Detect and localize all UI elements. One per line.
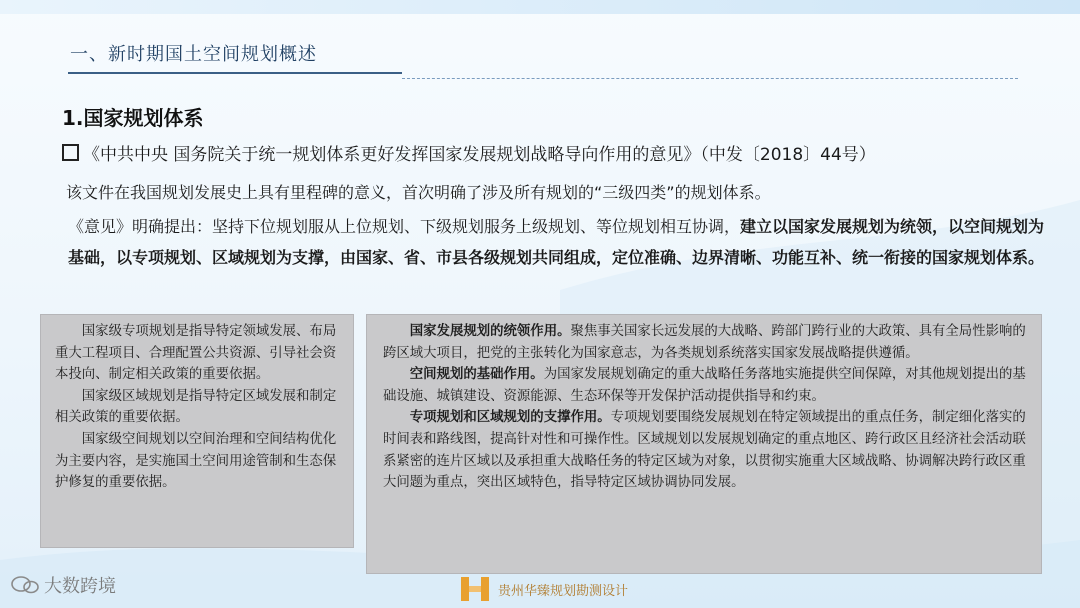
right-box-paragraph-1 bbox=[383, 321, 1027, 364]
page-header-title: 一、新时期国土空间规划概述 bbox=[70, 44, 317, 65]
brand-center bbox=[458, 574, 628, 604]
intro-bold-text: 建立以国家发展规划为统领，以空间规划为基础，以专项规划、区域规划为支撑，由国家、省、市县各级规划共同组成，定位准确、边界清晰、功能互补、统一衔接的国家规划体系。 bbox=[68, 217, 1045, 267]
left-box-paragraph-2: 国家级区域规划是指导特定区域发展和制定相关政策的重要依据。 bbox=[55, 388, 337, 426]
right-box-paragraph-3 bbox=[383, 407, 1027, 493]
right-box-text-3: 专项规划要围绕发展规划在特定领域提出的重点任务，制定细化落实的时间表和路线图，提高针对性和可操作性。区域规划以发展规划确定的重点地区、跨行政区且经济社会活动联系紧密的连片区域以及承担重大战略任务的特定区域为对象，以贯彻实施重大区域战略、协调解决跨行政区重大问题为重点，突出区域特色，指导特定区域协调协同发展。 bbox=[383, 410, 1026, 491]
section-title: 1.国家规划体系 bbox=[62, 106, 204, 130]
left-info-box bbox=[40, 314, 354, 548]
header-underline bbox=[68, 72, 402, 74]
intro-plain-text: 《意见》明确提出：坚持下位规划服从上位规划、下级规划服务上级规划、等位规划相互协调， bbox=[68, 217, 741, 236]
left-box-paragraph-1: 国家级专项规划是指导特定领域发展、布局重大工程项目、合理配置公共资源、引导社会资本投向、制定相关政策的重要依据。 bbox=[55, 324, 337, 383]
wechat-logo-icon bbox=[10, 575, 40, 595]
right-box-heading-2: 空间规划的基础作用。 bbox=[409, 367, 544, 383]
document-title-line bbox=[62, 140, 876, 165]
brand-watermark-left bbox=[10, 572, 116, 598]
right-box-heading-1: 国家发展规划的统领作用。 bbox=[409, 324, 571, 339]
right-box-text-1: 聚焦事关国家长远发展的大战略、跨部门跨行业的大政策、具有全局性影响的跨区域大项目，把党的主张转化为国家意志，为各类规划系统落实国家发展战略提供遵循。 bbox=[383, 324, 1026, 361]
left-box-paragraph-3: 国家级空间规划以空间治理和空间结构优化为主要内容，是实施国土空间用途管制和生态保护修复的重要依据。 bbox=[55, 431, 337, 491]
brand-center-text: 贵州华臻规划勘测设计 bbox=[498, 583, 629, 599]
intro-line-2 bbox=[68, 211, 1048, 273]
header-dashed-divider bbox=[402, 78, 1018, 79]
right-box-text-2: 为国家发展规划确定的重大战略任务落地实施提供空间保障，对其他规划提出的基础设施、城镇建设、资源能源、生态环保等开发保护活动提供指导和约束。 bbox=[383, 367, 1026, 404]
right-box-heading-3: 专项规划和区域规划的支撑作用。 bbox=[409, 410, 611, 426]
intro-line-1: 该文件在我国规划发展史上具有里程碑的意义，首次明确了涉及所有规划的“三级四类”的规划体系。 bbox=[66, 183, 771, 202]
checkbox-icon bbox=[62, 144, 79, 161]
document-title: 《中共中央 国务院关于统一规划体系更好发挥国家发展规划战略导向作用的意见》（中发〔2018〕44号） bbox=[83, 145, 876, 165]
right-box-paragraph-2 bbox=[383, 364, 1027, 407]
right-info-box bbox=[366, 314, 1042, 574]
brand-left-text: 大数跨境 bbox=[44, 576, 116, 597]
company-logo-icon bbox=[458, 574, 492, 604]
